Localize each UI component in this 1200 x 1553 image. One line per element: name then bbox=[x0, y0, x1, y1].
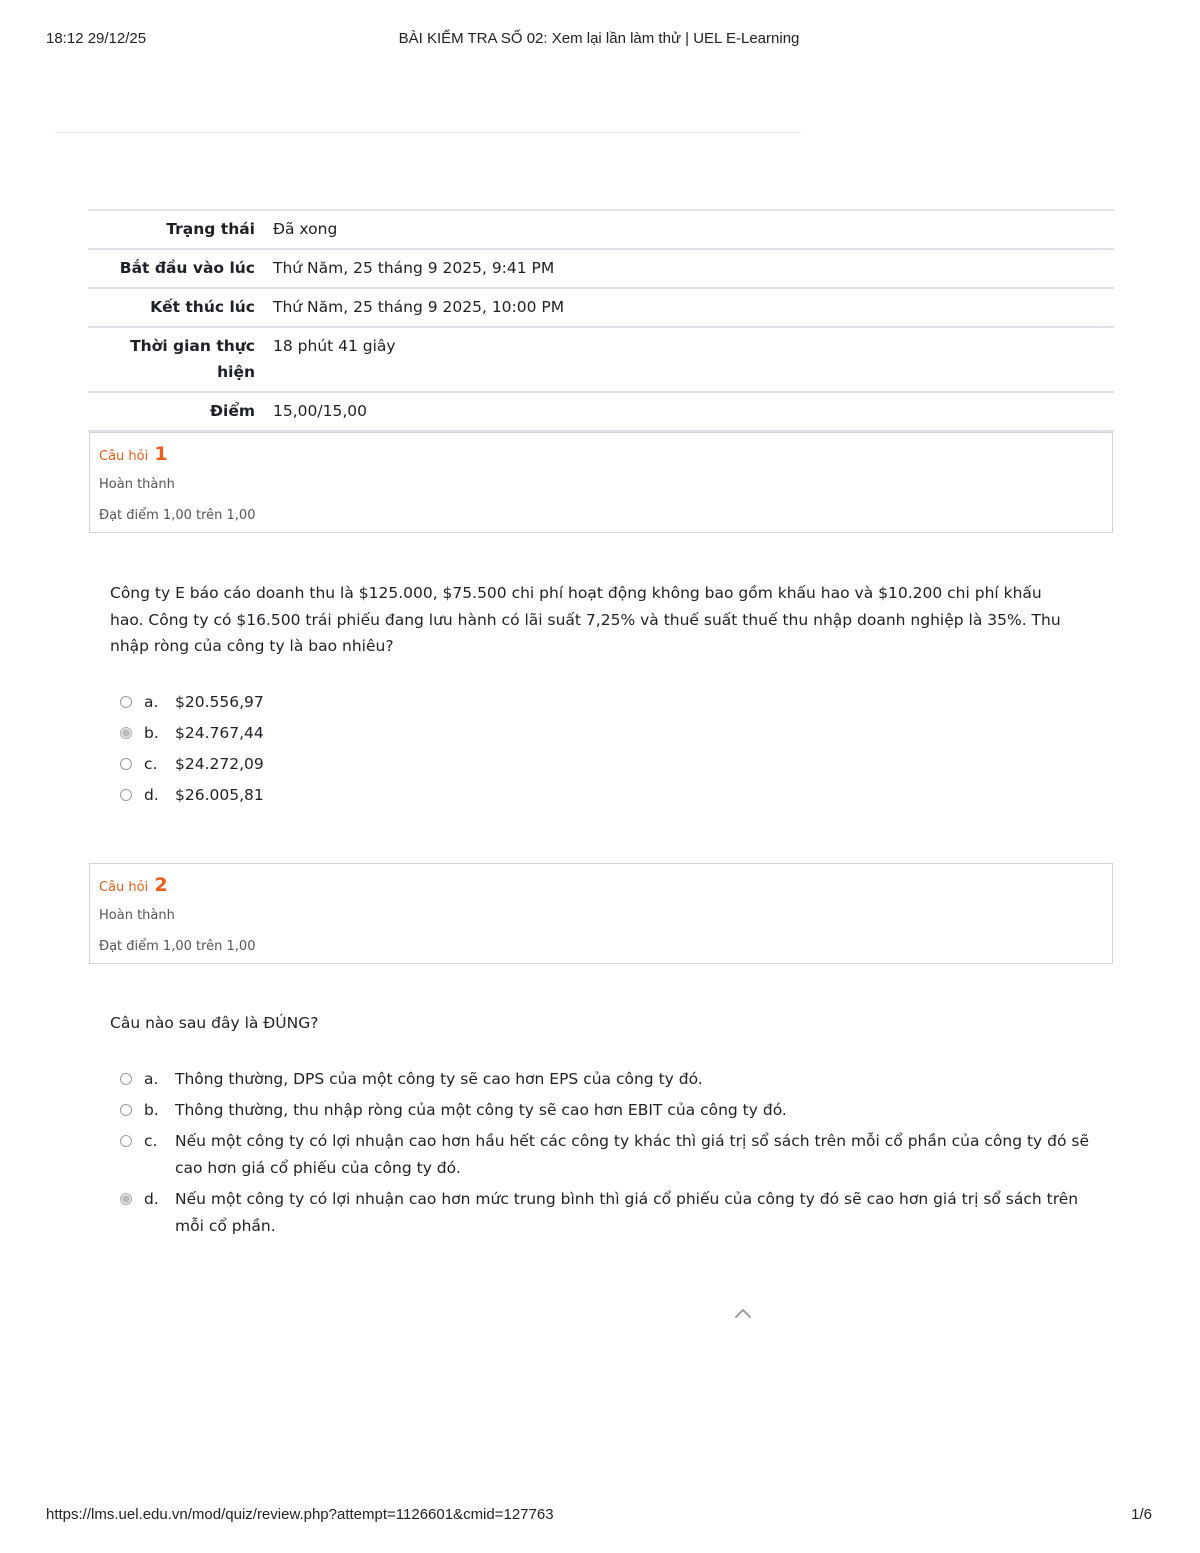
summary-value: 18 phút 41 giây bbox=[273, 327, 1114, 392]
summary-row-duration bbox=[88, 327, 1114, 392]
radio-button-selected[interactable] bbox=[120, 1193, 132, 1205]
answer-option[interactable] bbox=[118, 1186, 1098, 1240]
summary-label: Thời gian thực hiện bbox=[88, 327, 273, 392]
answer-text: $26.005,81 bbox=[175, 786, 264, 804]
answer-letter: d. bbox=[144, 1190, 159, 1208]
answer-option[interactable] bbox=[118, 689, 1098, 716]
answer-text: $20.556,97 bbox=[175, 693, 264, 711]
summary-label: Bắt đầu vào lúc bbox=[88, 249, 273, 288]
radio-button[interactable] bbox=[120, 789, 132, 801]
print-header bbox=[46, 30, 1152, 50]
answer-text: $24.767,44 bbox=[175, 724, 264, 742]
divider bbox=[55, 132, 801, 133]
radio-button[interactable] bbox=[120, 758, 132, 770]
summary-label: Trạng thái bbox=[88, 210, 273, 249]
answer-letter: b. bbox=[144, 1101, 159, 1119]
answer-letter: b. bbox=[144, 724, 159, 742]
summary-row-started bbox=[88, 249, 1114, 288]
summary-value: Đã xong bbox=[273, 210, 1114, 249]
answer-option[interactable] bbox=[118, 1097, 1098, 1124]
radio-button[interactable] bbox=[120, 696, 132, 708]
summary-label: Điểm bbox=[88, 392, 273, 431]
attempt-summary-table bbox=[88, 209, 1114, 469]
question-info-1 bbox=[89, 432, 1113, 533]
question-number: Câu hỏi 2 bbox=[99, 874, 168, 896]
summary-label: Kết thúc lúc bbox=[88, 288, 273, 327]
answer-text: Nếu một công ty có lợi nhuận cao hơn mức trung bình thì giá cổ phiếu của công ty đó sẽ cao hơn giá trị sổ sách trên mỗi cổ phần. bbox=[175, 1190, 1079, 1235]
answer-text: Thông thường, thu nhập ròng của một công ty sẽ cao hơn EBIT của công ty đó. bbox=[175, 1101, 787, 1119]
page-title: BÀI KIỂM TRA SỐ 02: Xem lại lần làm thử | UEL E-Learning bbox=[398, 30, 800, 47]
chevron-up-icon[interactable] bbox=[733, 1306, 753, 1320]
question-number: Câu hỏi 1 bbox=[99, 443, 168, 465]
answer-letter: a. bbox=[144, 1070, 159, 1088]
summary-value: Thứ Năm, 25 tháng 9 2025, 10:00 PM bbox=[273, 288, 1114, 327]
answer-text: Nếu một công ty có lợi nhuận cao hơn hầu hết các công ty khác thì giá trị sổ sách trên mỗi cổ phần của công ty đó sẽ cao hơn giá cổ phiếu của công ty đó. bbox=[175, 1132, 1090, 1177]
answer-text: $24.272,09 bbox=[175, 755, 264, 773]
radio-button[interactable] bbox=[120, 1073, 132, 1085]
radio-button[interactable] bbox=[120, 1104, 132, 1116]
answer-letter: d. bbox=[144, 786, 159, 804]
summary-row-marks bbox=[88, 392, 1114, 431]
question-info-2 bbox=[89, 863, 1113, 964]
print-footer bbox=[46, 1506, 1152, 1526]
print-datetime: 18:12 29/12/25 bbox=[46, 30, 147, 47]
question-grade: Đạt điểm 1,00 trên 1,00 bbox=[99, 508, 256, 523]
page-number: 1/6 bbox=[1131, 1506, 1152, 1523]
radio-button[interactable] bbox=[120, 1135, 132, 1147]
summary-value: Thứ Năm, 25 tháng 9 2025, 9:41 PM bbox=[273, 249, 1114, 288]
question-text-1: Công ty E báo cáo doanh thu là $125.000, $75.500 chi phí hoạt động không bao gồm khấu hao và $10.200 chi phí khấu hao. Công ty có $16.500 trái phiếu đang lưu hành có lãi suất 7,25% và thuế suất thuế thu nhập doanh nghiệp là 35%. Thu nhập ròng của công ty là bao nhiêu? bbox=[110, 584, 1061, 655]
answer-option[interactable] bbox=[118, 751, 1098, 778]
summary-value: 15,00/15,00 bbox=[273, 392, 1114, 431]
page-url: https://lms.uel.edu.vn/mod/quiz/review.php?attempt=1126601&cmid=127763 bbox=[46, 1506, 554, 1523]
answer-letter: c. bbox=[144, 1132, 158, 1150]
answer-list-1 bbox=[118, 689, 1098, 813]
question-state: Hoàn thành bbox=[99, 477, 175, 492]
question-grade: Đạt điểm 1,00 trên 1,00 bbox=[99, 939, 256, 954]
answer-option[interactable] bbox=[118, 782, 1098, 809]
question-state: Hoàn thành bbox=[99, 908, 175, 923]
answer-option[interactable] bbox=[118, 720, 1098, 747]
answer-letter: c. bbox=[144, 755, 158, 773]
answer-letter: a. bbox=[144, 693, 159, 711]
answer-option[interactable] bbox=[118, 1128, 1098, 1182]
summary-row-completed bbox=[88, 288, 1114, 327]
answer-text: Thông thường, DPS của một công ty sẽ cao hơn EPS của công ty đó. bbox=[175, 1070, 703, 1088]
answer-option[interactable] bbox=[118, 1066, 1098, 1093]
answer-list-2 bbox=[118, 1066, 1098, 1244]
question-text-2: Câu nào sau đây là ĐÚNG? bbox=[110, 1014, 319, 1032]
summary-row-state bbox=[88, 210, 1114, 249]
radio-button-selected[interactable] bbox=[120, 727, 132, 739]
